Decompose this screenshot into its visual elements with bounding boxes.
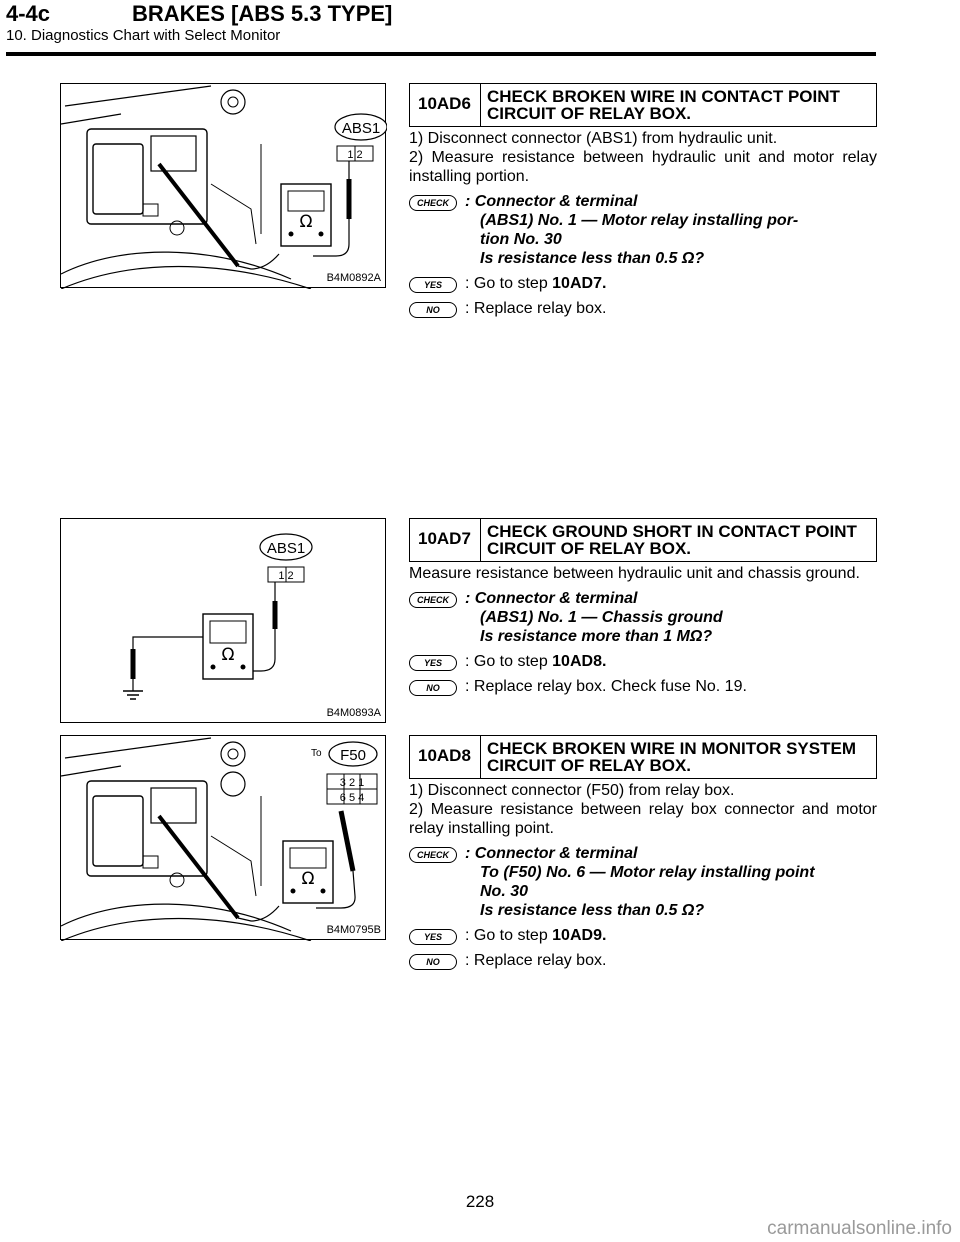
step-heading: CHECK GROUND SHORT IN CONTACT POINT CIRCUIT OF RELAY BOX.	[480, 519, 876, 561]
svg-text:1 2: 1 2	[278, 570, 294, 582]
step-10ad7	[409, 518, 877, 696]
next-step-link[interactable]: 10AD9.	[552, 927, 607, 944]
no-badge: NO	[409, 954, 457, 970]
svg-text:ABS1: ABS1	[266, 540, 306, 557]
connector-label: ABS1	[341, 120, 381, 137]
instruction: Measure resistance between hydraulic unit and chassis ground.	[409, 565, 860, 582]
figure-chassis-ground-abs1	[60, 518, 386, 723]
step-heading: CHECK BROKEN WIRE IN CONTACT POINT CIRCUIT OF RELAY BOX.	[480, 84, 876, 126]
no-row: NO : Replace relay box.	[409, 299, 877, 318]
check-block: CHECK : Connector & terminal To (F50) No. 6 — Motor relay installing point No. 30 Is resistance less than 0.5 Ω?	[409, 844, 877, 920]
step-header	[409, 518, 877, 562]
step-id: 10AD8	[418, 746, 471, 765]
step-heading: CHECK BROKEN WIRE IN MONITOR SYSTEM CIRCUIT OF RELAY BOX.	[480, 736, 876, 778]
svg-text:Ω: Ω	[299, 212, 313, 232]
figure-chassis-ground-drawing	[61, 519, 387, 724]
page-subtitle: 10. Diagnostics Chart with Select Monitor	[6, 27, 281, 44]
no-row: NO : Replace relay box. Check fuse No. 19.	[409, 677, 877, 696]
check-badge: CHECK	[409, 195, 457, 211]
no-badge: NO	[409, 302, 457, 318]
figure-relay-box-drawing	[61, 84, 387, 289]
svg-text:Ω: Ω	[221, 645, 235, 665]
step-10ad8	[409, 735, 877, 970]
svg-text:1 2: 1 2	[347, 149, 363, 161]
figure-relay-box-abs1	[60, 83, 386, 288]
instruction: 2) Measure resistance between relay box connector and motor relay installing point.	[409, 801, 877, 837]
no-row: NO : Replace relay box.	[409, 951, 877, 970]
figure-relay-box-f50	[60, 735, 386, 940]
next-step-link[interactable]: 10AD8.	[552, 653, 607, 670]
svg-text:To: To	[311, 748, 322, 759]
svg-text:3 2 1: 3 2 1	[339, 777, 365, 789]
yes-badge: YES	[409, 655, 457, 671]
step-id: 10AD7	[418, 529, 471, 548]
step-10ad6	[409, 83, 877, 318]
yes-badge: YES	[409, 277, 457, 293]
figure-relay-box-f50-drawing	[61, 736, 387, 941]
instruction: 1) Disconnect connector (ABS1) from hydraulic unit.	[409, 130, 778, 147]
svg-text:F50: F50	[340, 747, 366, 764]
check-block: CHECK : Connector & terminal (ABS1) No. 1 — Chassis ground Is resistance more than 1 MΩ?	[409, 589, 877, 646]
page-number: 228	[465, 1192, 495, 1211]
step-header	[409, 83, 877, 127]
step-id: 10AD6	[418, 94, 471, 113]
instruction: 2) Measure resistance between hydraulic unit and motor relay installing portion.	[409, 149, 877, 185]
section-number: 4-4c	[6, 1, 51, 26]
figure-label: B4M0892A	[326, 272, 381, 284]
instruction: 1) Disconnect connector (F50) from relay box.	[409, 782, 735, 799]
step-header	[409, 735, 877, 779]
figure-label: B4M0795B	[326, 924, 381, 936]
page-title: BRAKES [ABS 5.3 TYPE]	[132, 1, 393, 26]
svg-text:Ω: Ω	[301, 869, 315, 889]
yes-badge: YES	[409, 929, 457, 945]
no-badge: NO	[409, 680, 457, 696]
yes-row: YES : Go to step 10AD7.	[409, 274, 877, 293]
yes-row: YES : Go to step 10AD8.	[409, 652, 877, 671]
check-badge: CHECK	[409, 847, 457, 863]
check-badge: CHECK	[409, 592, 457, 608]
yes-row: YES : Go to step 10AD9.	[409, 926, 877, 945]
figure-label: B4M0893A	[326, 707, 381, 719]
header-rule	[6, 52, 876, 56]
check-block: CHECK : Connector & terminal (ABS1) No. 1 — Motor relay installing por- tion No. 30 Is resistance less than 0.5 Ω?	[409, 192, 877, 268]
watermark: carmanualsonline.info	[767, 1218, 952, 1239]
next-step-link[interactable]: 10AD7.	[552, 275, 607, 292]
svg-text:6 5 4: 6 5 4	[339, 792, 365, 804]
